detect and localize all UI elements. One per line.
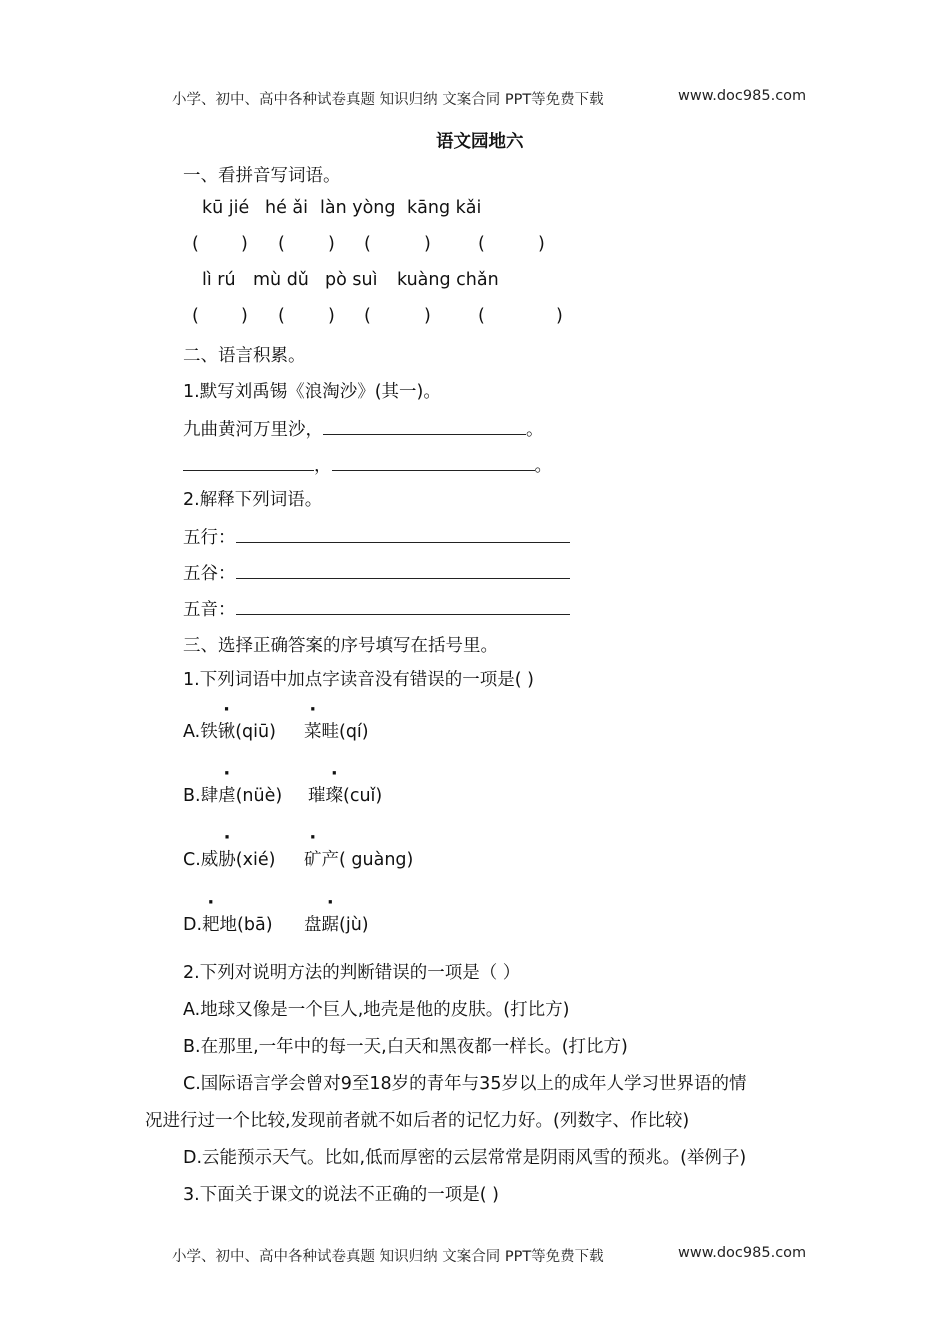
option-text: (cuǐ): [343, 786, 383, 806]
term-label: 五行：: [183, 528, 236, 548]
poem-blank[interactable]: [323, 416, 526, 435]
section-1-heading: 一、看拼音写词语。: [183, 166, 341, 186]
header-url[interactable]: www.doc985.com: [678, 88, 807, 104]
option-b: [183, 782, 282, 807]
pinyin-1: kū jié: [202, 198, 250, 218]
question-2-1: 1.默写刘禹锡《浪淘沙》(其一)。: [183, 382, 441, 402]
answer-paren-open: (: [478, 234, 485, 254]
section-3-heading: 三、选择正确答案的序号填写在括号里。: [183, 636, 498, 656]
comma: ，: [314, 456, 332, 476]
poem-start: 九曲黄河万里沙，: [183, 420, 323, 440]
term-blank[interactable]: [236, 596, 570, 615]
term-blank[interactable]: [236, 524, 570, 543]
option-text: 盘: [304, 915, 322, 935]
page-title: 语文园地六: [436, 132, 524, 152]
answer-paren-close: ): [241, 306, 248, 326]
option-d: [183, 911, 273, 936]
dotted-char: 矿: [304, 850, 322, 870]
term-blank[interactable]: [236, 560, 570, 579]
pinyin-7: pò suì: [325, 270, 378, 290]
answer-paren-open: (: [478, 306, 485, 326]
question-2-2: 2.解释下列词语。: [183, 490, 323, 510]
option-d-word-2: [304, 911, 369, 936]
pinyin-4: kāng kǎi: [407, 198, 482, 218]
option-a-word-2: [304, 718, 369, 743]
answer-paren-close: ): [328, 234, 335, 254]
footer-url[interactable]: www.doc985.com: [678, 1245, 807, 1261]
answer-paren-close: ): [538, 234, 545, 254]
question-3-2: 2.下列对说明方法的判断错误的一项是（ ）: [183, 963, 521, 983]
option-c-word-2: [304, 846, 413, 871]
q2-option-a: A.地球又像是一个巨人,地壳是他的皮肤。(打比方): [183, 1000, 570, 1020]
footer-text: 小学、初中、高中各种试卷真题 知识归纳 文案合同 PPT等免费下载: [172, 1249, 604, 1265]
dotted-char: 锹: [217, 722, 236, 742]
period: 。: [534, 456, 552, 476]
question-3-3: 3.下面关于课文的说法不正确的一项是( ): [183, 1185, 499, 1205]
term-row: [183, 596, 570, 621]
option-text: (jù): [339, 915, 369, 935]
option-text: (xié): [235, 850, 276, 870]
section-2-heading: 二、语言积累。: [183, 346, 306, 366]
dotted-char: 踞: [321, 915, 339, 935]
answer-paren-close: ): [328, 306, 335, 326]
pinyin-3: làn yòng: [320, 198, 396, 218]
answer-paren-close: ): [241, 234, 248, 254]
dotted-char: 璨: [325, 786, 343, 806]
option-text: 产( guàng): [321, 850, 414, 870]
poem-line-2: [183, 452, 552, 477]
option-text: 地(bā): [219, 915, 273, 935]
option-text: B.肆: [183, 786, 219, 806]
option-text: A.铁: [183, 722, 218, 742]
option-a: [183, 718, 276, 743]
answer-paren-close: ): [424, 234, 431, 254]
dotted-char: 胁: [218, 850, 236, 870]
answer-paren-open: (: [278, 306, 285, 326]
term-label: 五谷：: [183, 564, 236, 584]
pinyin-8: kuàng chǎn: [397, 270, 499, 290]
option-text: C.威: [183, 850, 219, 870]
question-3-1: 1.下列词语中加点字读音没有错误的一项是( ): [183, 670, 534, 690]
answer-paren-open: (: [364, 306, 371, 326]
option-text: 畦(qí): [321, 722, 369, 742]
option-text: (nüè): [235, 786, 283, 806]
dotted-char: 菜: [304, 722, 322, 742]
dotted-char: 虐: [218, 786, 236, 806]
q2-option-c-line-2: 况进行过一个比较,发现前者就不如后者的记忆力好。(列数字、作比较): [145, 1111, 690, 1131]
pinyin-5: lì rú: [202, 270, 236, 290]
option-text: D.: [183, 915, 203, 935]
term-row: [183, 524, 570, 549]
answer-paren-open: (: [364, 234, 371, 254]
header-text: 小学、初中、高中各种试卷真题 知识归纳 文案合同 PPT等免费下载: [172, 92, 604, 108]
option-c: [183, 846, 275, 871]
poem-line-1: [183, 416, 544, 441]
dotted-char: 耙: [202, 915, 220, 935]
option-text: 璀: [308, 786, 326, 806]
option-text: (qiū): [235, 722, 276, 742]
q2-option-b: B.在那里,一年中的每一天,白天和黑夜都一样长。(打比方): [183, 1037, 628, 1057]
q2-option-c-line-1: C.国际语言学会曾对9至18岁的青年与35岁以上的成年人学习世界语的情: [183, 1074, 747, 1094]
q2-option-d: D.云能预示天气。比如,低而厚密的云层常常是阴雨风雪的预兆。(举例子): [183, 1148, 747, 1168]
answer-paren-open: (: [192, 234, 199, 254]
poem-blank[interactable]: [332, 452, 535, 471]
answer-paren-close: ): [556, 306, 563, 326]
term-label: 五音：: [183, 600, 236, 620]
answer-paren-close: ): [424, 306, 431, 326]
option-b-word-2: [308, 782, 382, 807]
pinyin-2: hé ǎi: [265, 198, 309, 218]
answer-paren-open: (: [278, 234, 285, 254]
pinyin-6: mù dǔ: [253, 270, 309, 290]
poem-blank[interactable]: [183, 452, 314, 471]
answer-paren-open: (: [192, 306, 199, 326]
term-row: [183, 560, 570, 585]
period: 。: [526, 420, 544, 440]
